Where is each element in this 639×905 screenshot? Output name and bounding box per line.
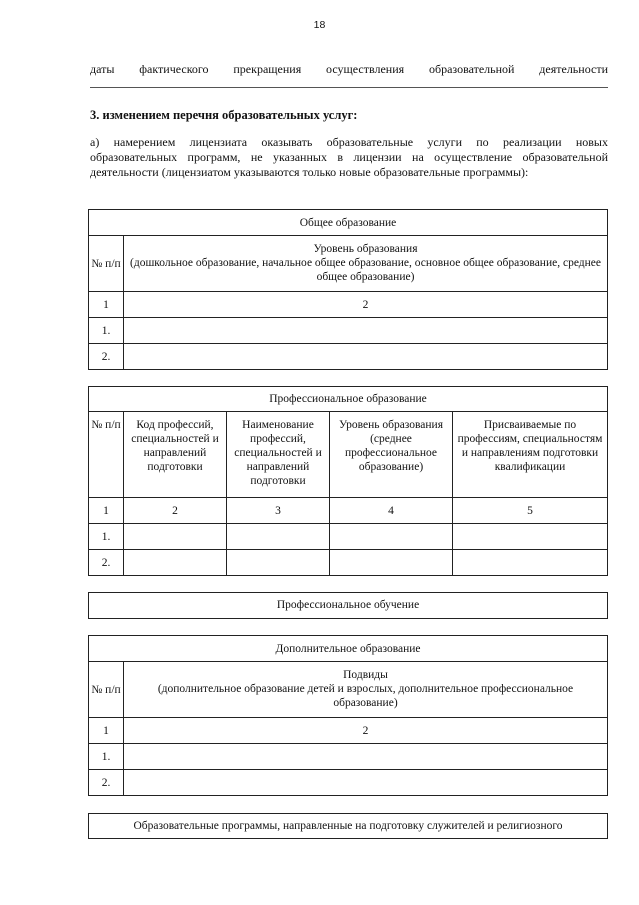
table-row <box>89 318 608 344</box>
index-cell: 1 <box>89 292 124 318</box>
word: даты <box>90 62 115 76</box>
empty-cell[interactable] <box>227 524 330 550</box>
row-number: 1. <box>89 318 124 344</box>
professional-education-table <box>88 386 608 576</box>
col-code-header: Код профессий, специальностей и направлений подготовки <box>124 412 227 498</box>
empty-cell[interactable] <box>330 550 453 576</box>
word: образовательной <box>428 62 515 76</box>
empty-cell[interactable] <box>124 744 608 770</box>
row-number: 1. <box>89 524 124 550</box>
page-number: 18 <box>313 19 326 31</box>
table-row <box>89 524 608 550</box>
additional-education-table <box>88 635 608 796</box>
header-title: Подвиды <box>343 669 388 681</box>
empty-cell[interactable] <box>453 550 608 576</box>
empty-cell[interactable] <box>124 344 608 370</box>
religious-programs-title: Образовательные программы, направленные на подготовку служителей и религиозного <box>88 813 608 839</box>
index-cell: 5 <box>453 498 608 524</box>
index-cell: 2 <box>124 498 227 524</box>
index-cell: 3 <box>227 498 330 524</box>
col-level-header: Уровень образования (среднее профессиональное образование) <box>330 412 453 498</box>
index-cell: 2 <box>124 718 608 744</box>
professional-training-title: Профессиональное обучение <box>88 592 608 619</box>
row-number: 1. <box>89 744 124 770</box>
header-subtitle: (дошкольное образование, начальное общее образование, основное общее образование, среднее общее образование) <box>130 257 601 283</box>
header-title: Уровень образования <box>313 243 418 255</box>
paragraph: а) намерением лицензиата оказывать образовательные услуги по реализации новых образовательных программ, не указанных в лицензии на осуществление образовательной деятельности (лицензиатом указываются только новые образовательные программы): <box>90 135 608 179</box>
header-subtitle: (дополнительное образование детей и взрослых, дополнительное профессиональное образование) <box>157 683 574 709</box>
table-row <box>89 344 608 370</box>
section-heading: 3. изменением перечня образовательных услуг: <box>90 108 358 122</box>
col-qualification-header: Присваиваемые по профессиям, специальностям и направлениям подготовки квалификации <box>453 412 608 498</box>
continuation-line <box>90 62 608 77</box>
word: фактического <box>139 62 209 76</box>
word: осуществления <box>326 62 405 76</box>
empty-cell[interactable] <box>330 524 453 550</box>
word: деятельности <box>539 62 608 76</box>
table-title: Профессиональное образование <box>89 387 608 412</box>
empty-cell[interactable] <box>124 550 227 576</box>
empty-cell[interactable] <box>124 318 608 344</box>
row-number: 2. <box>89 344 124 370</box>
general-education-table <box>88 209 608 370</box>
index-cell: 4 <box>330 498 453 524</box>
row-number: 2. <box>89 770 124 796</box>
fill-in-line <box>90 87 608 88</box>
word: прекращения <box>233 62 302 76</box>
empty-cell[interactable] <box>227 550 330 576</box>
table-title: Общее образование <box>89 210 608 236</box>
col-number-header: № п/п <box>89 412 124 498</box>
col-level-header <box>124 236 608 292</box>
table-row <box>89 770 608 796</box>
empty-cell[interactable] <box>453 524 608 550</box>
empty-cell[interactable] <box>124 770 608 796</box>
index-cell: 2 <box>124 292 608 318</box>
col-name-header: Наименование профессий, специальностей и направлений подготовки <box>227 412 330 498</box>
col-kind-header <box>124 662 608 718</box>
row-number: 2. <box>89 550 124 576</box>
index-cell: 1 <box>89 718 124 744</box>
empty-cell[interactable] <box>124 524 227 550</box>
table-row <box>89 744 608 770</box>
col-number-header: № п/п <box>89 236 124 292</box>
index-cell: 1 <box>89 498 124 524</box>
table-row <box>89 550 608 576</box>
col-number-header: № п/п <box>89 662 124 718</box>
table-title: Дополнительное образование <box>89 636 608 662</box>
